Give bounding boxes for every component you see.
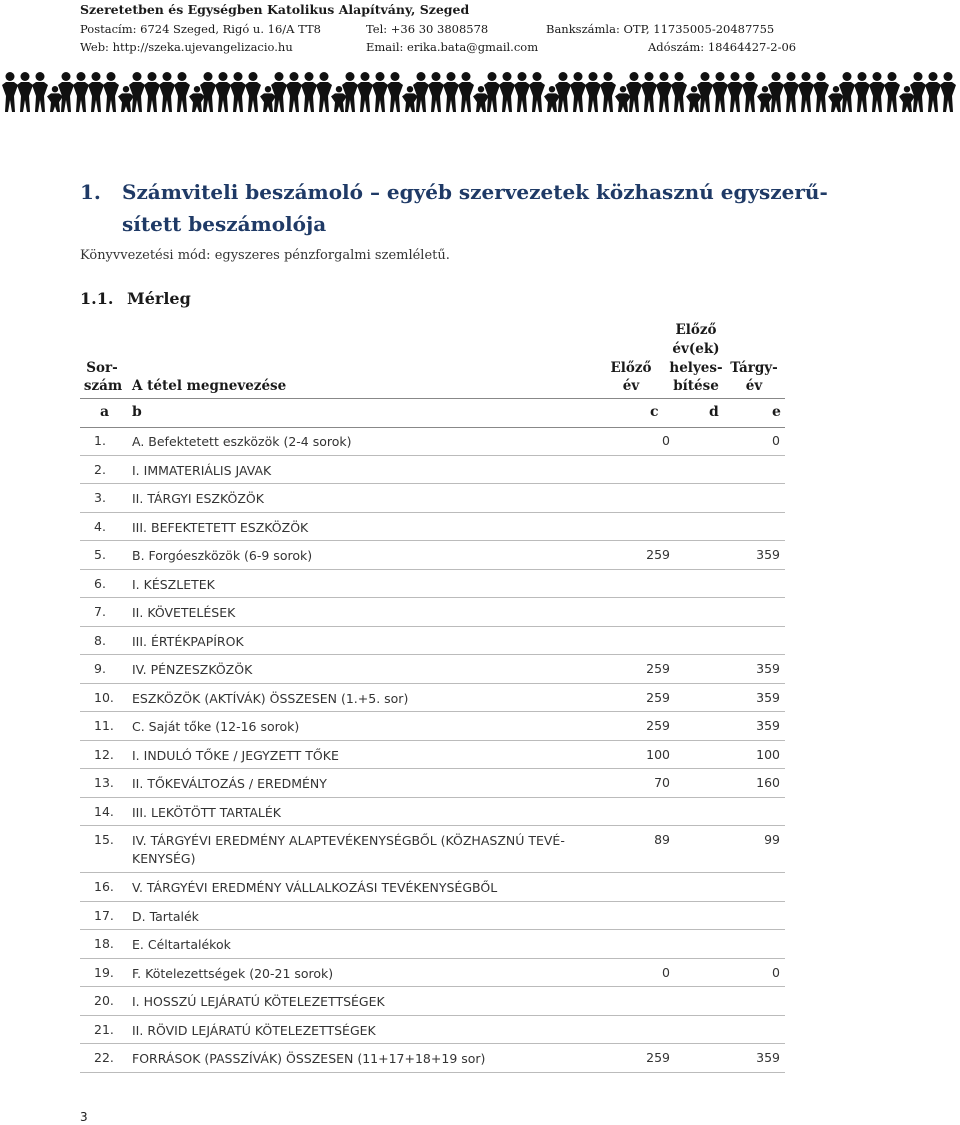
prev-year-value: 259 — [646, 1050, 670, 1065]
current-year-value: 160 — [756, 775, 780, 790]
col-corr-2: év(ek) — [672, 341, 720, 357]
prev-year-value: 100 — [646, 746, 670, 762]
row-number: 10. — [94, 689, 114, 705]
table-row — [80, 959, 785, 988]
prev-year-value: 259 — [646, 718, 670, 733]
table-row — [80, 427, 785, 456]
prev-year-value: 70 — [654, 775, 670, 790]
row-number: 15. — [94, 832, 114, 847]
table-row — [80, 655, 785, 684]
letter-d: d — [709, 404, 719, 420]
row-number: 2. — [94, 461, 106, 477]
row-number: 12. — [94, 746, 114, 762]
current-year-value: 359 — [756, 689, 780, 705]
contact-row-2 — [80, 40, 797, 56]
page-number: 3 — [80, 1110, 88, 1124]
row-number: 8. — [94, 632, 106, 648]
row-number: 20. — [94, 993, 114, 1008]
row-label: I. KÉSZLETEK — [132, 576, 215, 592]
table-row — [80, 456, 785, 485]
row-label: D. Tartalék — [132, 908, 199, 924]
title-line-1: Számviteli beszámoló – egyéb szervezetek közhasznú egyszerű- — [122, 180, 828, 204]
bank-account: Bankszámla: OTP, 11735005-20487755 — [546, 22, 775, 36]
row-number: 3. — [94, 490, 106, 505]
tax-number: Adószám: 18464427-2-06 — [648, 40, 797, 54]
col-prev-1: Előző — [610, 360, 652, 376]
row-label: I. INDULÓ TŐKE / JEGYZETT TŐKE — [132, 747, 339, 763]
col-sor-2: szám — [83, 378, 123, 394]
prev-year-value: 89 — [654, 832, 670, 847]
row-label: III. LEKÖTÖTT TARTALÉK — [132, 804, 281, 820]
row-number: 11. — [94, 718, 114, 733]
col-name: A tétel megnevezése — [132, 378, 287, 394]
letter-c: c — [650, 404, 659, 420]
row-number: 21. — [94, 1021, 114, 1037]
table-row — [80, 798, 785, 827]
row-number: 5. — [94, 547, 106, 562]
table-row — [80, 541, 785, 570]
letter-e: e — [772, 404, 781, 420]
contact-row-1 — [80, 22, 780, 38]
table-row — [80, 1044, 785, 1073]
table-row — [80, 930, 785, 959]
row-number: 4. — [94, 518, 106, 534]
current-year-value: 359 — [756, 661, 780, 676]
table-row — [80, 570, 785, 599]
row-number: 18. — [94, 936, 114, 951]
row-label: E. Céltartalékok — [132, 937, 231, 952]
letter-a: a — [100, 404, 110, 420]
row-number: 17. — [94, 907, 114, 923]
row-label: V. TÁRGYÉVI EREDMÉNY VÁLLALKOZÁSI TEVÉKENYSÉGBŐL — [132, 880, 498, 895]
balance-sheet-table — [80, 427, 785, 1073]
col-corr-3: helyes- — [669, 360, 723, 376]
row-label: IV. TÁRGYÉVI EREDMÉNY ALAPTEVÉKENYSÉGBŐL (KÖZHASZNÚ TEVÉ-KENYSÉG) — [132, 833, 565, 866]
row-label: II. KÖVETELÉSEK — [132, 605, 236, 620]
email-address[interactable]: Email: erika.bata@gmail.com — [366, 40, 539, 54]
col-corr-1: Előző — [675, 322, 717, 338]
table-row — [80, 873, 785, 902]
current-year-value: 359 — [756, 1050, 780, 1065]
letter-b: b — [132, 404, 142, 420]
col-prev-2: év — [622, 378, 640, 394]
phone-number: Tel: +36 30 3808578 — [366, 22, 489, 36]
prev-year-value: 259 — [646, 689, 670, 705]
table-row — [80, 627, 785, 656]
row-number: 7. — [94, 604, 106, 619]
row-label: II. RÖVID LEJÁRATÚ KÖTELEZETTSÉGEK — [132, 1022, 376, 1038]
row-label: II. TŐKEVÁLTOZÁS / EREDMÉNY — [132, 776, 327, 791]
table-row — [80, 769, 785, 798]
col-curr-1: Tárgy- — [730, 360, 778, 376]
row-label: I. HOSSZÚ LEJÁRATÚ KÖTELEZETTSÉGEK — [132, 994, 385, 1009]
row-label: B. Forgóeszközök (6-9 sorok) — [132, 548, 313, 563]
col-sor-1: Sor- — [86, 360, 118, 376]
row-label: II. TÁRGYI ESZKÖZÖK — [132, 491, 264, 506]
table-row — [80, 712, 785, 741]
title-line-2: sített beszámolója — [122, 212, 327, 236]
org-name: Szeretetben és Egységben Katolikus Alapítvány, Szeged — [80, 2, 470, 17]
row-number: 13. — [94, 775, 114, 790]
row-label: IV. PÉNZESZKÖZÖK — [132, 662, 253, 677]
row-label: III. ÉRTÉKPAPÍROK — [132, 633, 244, 649]
current-year-value: 99 — [764, 832, 780, 847]
row-label: ESZKÖZÖK (AKTÍVÁK) ÖSSZESEN (1.+5. sor) — [132, 690, 409, 706]
postal-address: Postacím: 6724 Szeged, Rigó u. 16/A TT8 — [80, 22, 321, 36]
current-year-value: 359 — [756, 718, 780, 733]
table-row — [80, 1016, 785, 1045]
current-year-value: 0 — [772, 433, 780, 448]
row-label: A. Befektetett eszközök (2-4 sorok) — [132, 434, 352, 449]
column-letters-row — [80, 398, 785, 428]
col-corr-4: bítése — [673, 378, 719, 394]
prev-year-value: 259 — [646, 547, 670, 562]
prev-year-value: 0 — [662, 433, 670, 448]
row-number: 14. — [94, 803, 114, 819]
section-title: Mérleg — [127, 289, 191, 308]
prev-year-value: 259 — [646, 661, 670, 676]
row-label: FORRÁSOK (PASSZÍVÁK) ÖSSZESEN (11+17+18+19 sor) — [132, 1051, 486, 1066]
table-row — [80, 684, 785, 713]
current-year-value: 0 — [772, 964, 780, 980]
section-number: 1.1. — [80, 289, 114, 308]
table-row — [80, 484, 785, 513]
row-number: 16. — [94, 879, 114, 894]
prev-year-value: 0 — [662, 964, 670, 980]
row-number: 22. — [94, 1050, 114, 1065]
row-label: F. Kötelezettségek (20-21 sorok) — [132, 965, 334, 981]
table-row — [80, 902, 785, 931]
table-row — [80, 598, 785, 627]
table-row — [80, 987, 785, 1016]
table-row — [80, 741, 785, 770]
row-number: 1. — [94, 433, 106, 448]
title-number: 1. — [80, 180, 101, 204]
website[interactable]: Web: http://szeka.ujevangelizacio.hu — [80, 40, 293, 54]
current-year-value: 359 — [756, 547, 780, 562]
table-header — [80, 318, 785, 398]
row-number: 19. — [94, 964, 114, 980]
row-label: C. Saját tőke (12-16 sorok) — [132, 719, 300, 734]
current-year-value: 100 — [756, 746, 780, 762]
people-chain-icon — [0, 68, 960, 112]
row-number: 6. — [94, 575, 106, 591]
row-label: III. BEFEKTETETT ESZKÖZÖK — [132, 519, 309, 535]
row-label: I. IMMATERIÁLIS JAVAK — [132, 462, 272, 478]
col-curr-2: év — [745, 378, 763, 394]
table-row — [80, 826, 785, 873]
row-number: 9. — [94, 661, 106, 676]
bookkeeping-mode: Könyvvezetési mód: egyszeres pénzforgalmi szemléletű. — [80, 248, 450, 263]
table-row — [80, 513, 785, 542]
